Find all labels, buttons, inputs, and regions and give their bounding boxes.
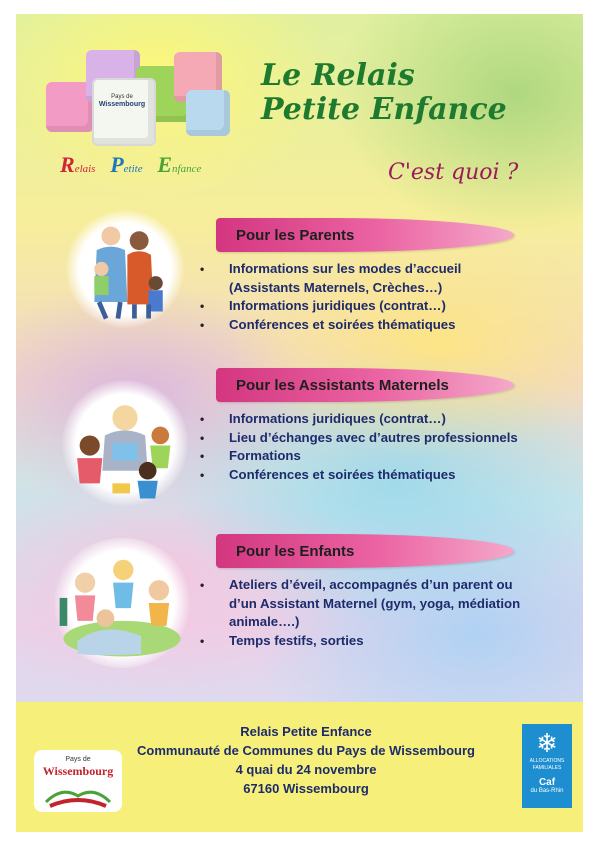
list-item: • Temps festifs, sorties <box>200 632 540 651</box>
family-illustration <box>66 210 184 328</box>
logo-cube-label: Pays de Wissembourg <box>98 94 146 108</box>
logo-word-petite: Petite <box>110 152 143 177</box>
footer-line-3: 4 quai du 24 novembre <box>235 762 377 777</box>
logo-cube-blue <box>186 90 230 136</box>
flyer-page <box>16 14 583 832</box>
list-item: • Conférences et soirées thématiques <box>200 316 530 335</box>
logo-wordmark <box>60 152 260 178</box>
list-item: • Conférences et soirées thématiques <box>200 466 560 485</box>
pays-wissembourg-logo: Pays de Wissembourg <box>34 750 122 812</box>
page-title <box>261 58 571 128</box>
section-banner-parents: Pour les Parents <box>216 218 514 252</box>
logo-cube-white <box>92 78 156 146</box>
list-item: • Ateliers d’éveil, accompagnés d’un parent ou d’un Assistant Maternel (gym, yoga, médiation animale….) <box>200 576 540 632</box>
section-list-enfants <box>200 576 540 650</box>
title-line-2: Petite Enfance <box>261 92 507 127</box>
footer-line-4: 67160 Wissembourg <box>243 781 369 796</box>
list-item: • Informations juridiques (contrat…) <box>200 410 560 429</box>
list-item: • Informations sur les modes d’accueil (Assistants Maternels, Crèches…) <box>200 260 530 297</box>
page-subtitle: C'est quoi ? <box>388 160 519 185</box>
list-item: • Lieu d’échanges avec d’autres professionnels <box>200 429 560 448</box>
footer <box>16 702 583 832</box>
relais-logo <box>46 42 226 182</box>
section-list-assistants <box>200 410 560 484</box>
section-banner-enfants: Pour les Enfants <box>216 534 514 568</box>
logo-word-enfance: Enfance <box>157 152 202 177</box>
footer-address <box>96 722 516 798</box>
footer-line-2: Communauté de Communes du Pays de Wissembourg <box>137 743 475 758</box>
list-item: • Formations <box>200 447 560 466</box>
footer-line-1: Relais Petite Enfance <box>240 724 372 739</box>
list-item: • Informations juridiques (contrat…) <box>200 297 530 316</box>
title-line-1: Le Relais <box>261 58 415 93</box>
section-list-parents <box>200 260 530 334</box>
hills-icon <box>44 782 112 808</box>
childcare-illustration <box>62 380 188 506</box>
snowflake-icon: ❄ <box>536 728 558 758</box>
children-play-illustration <box>52 538 192 668</box>
section-banner-assistants: Pour les Assistants Maternels <box>216 368 514 402</box>
caf-logo: ❄ ALLOCATIONS FAMILIALES Caf du Bas-Rhin <box>522 724 572 808</box>
logo-word-relais: Relais <box>60 152 96 177</box>
